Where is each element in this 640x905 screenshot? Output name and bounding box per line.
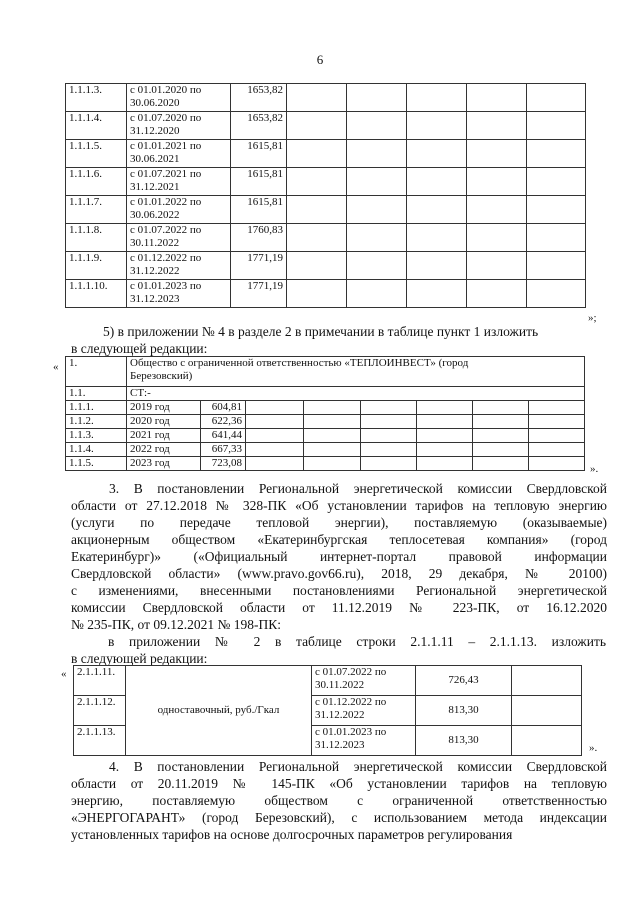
row-code: 1.1.1.3. xyxy=(66,84,127,112)
period-start: с 01.01.2023 по xyxy=(315,726,387,738)
empty-cell xyxy=(417,457,473,471)
empty-cell xyxy=(347,168,407,196)
item4-line: установленных тарифов на основе долгосрочных параметров регулирования xyxy=(71,827,513,842)
empty-cell xyxy=(287,196,347,224)
empty-cell xyxy=(527,280,586,308)
empty-cell xyxy=(347,252,407,280)
table-row xyxy=(66,112,586,140)
empty-cell xyxy=(407,280,467,308)
period-end: 31.12.2023 xyxy=(315,739,365,751)
row-value: 667,33 xyxy=(201,443,246,457)
tariff-table-3 xyxy=(73,665,582,756)
empty-cell xyxy=(304,415,361,429)
empty-cell xyxy=(304,429,361,443)
row-period xyxy=(127,280,231,308)
empty-cell xyxy=(417,401,473,415)
table-row xyxy=(66,168,586,196)
table-3-close-quote: ». xyxy=(589,742,598,754)
empty-cell xyxy=(529,443,585,457)
empty-cell xyxy=(512,666,582,696)
empty-cell xyxy=(473,429,529,443)
table-row xyxy=(66,280,586,308)
table-row xyxy=(66,415,585,429)
rate-type-cell: одноставочный, руб./Гкал xyxy=(126,666,312,756)
empty-cell xyxy=(467,196,527,224)
row-value: 813,30 xyxy=(416,696,512,726)
empty-cell xyxy=(473,443,529,457)
item4-line: 4. В постановлении Региональной энергетической комиссии Свердловской xyxy=(109,759,607,774)
empty-cell xyxy=(417,429,473,443)
row-year: 2021 год xyxy=(127,429,201,443)
table-row xyxy=(66,196,586,224)
empty-cell xyxy=(361,401,417,415)
header-code: 1. xyxy=(66,357,127,387)
row-period xyxy=(127,140,231,168)
empty-cell xyxy=(473,401,529,415)
empty-cell xyxy=(407,224,467,252)
item3-line: комиссии Свердловской области от 11.12.2019 № 223-ПК, от 16.12.2020 xyxy=(71,600,607,615)
period-start: с 01.01.2020 по xyxy=(130,84,202,96)
row-code: 1.1.4. xyxy=(66,443,127,457)
empty-cell xyxy=(417,415,473,429)
item4-line: энергию, поставляемую обществом с ограниченной ответственностью xyxy=(71,793,607,808)
empty-cell xyxy=(287,112,347,140)
row-value: 1771,19 xyxy=(231,252,287,280)
empty-cell xyxy=(467,84,527,112)
item3-subitem-line2: в следующей редакции: xyxy=(71,651,208,666)
empty-cell xyxy=(287,252,347,280)
row-period xyxy=(312,666,416,696)
row-code: 1.1.1.10. xyxy=(66,280,127,308)
period-end: 31.12.2023 xyxy=(130,293,180,305)
row-code: 1.1.1.5. xyxy=(66,140,127,168)
row-value: 723,08 xyxy=(201,457,246,471)
table-row xyxy=(66,140,586,168)
table-row xyxy=(66,429,585,443)
row-code: 1.1.2. xyxy=(66,415,127,429)
row-year: 2022 год xyxy=(127,443,201,457)
empty-cell xyxy=(407,252,467,280)
page-number: 6 xyxy=(316,52,324,67)
item3-line: Екатеринбург)» («Официальный интернет-портал правовой информации xyxy=(71,549,607,564)
item3-line: с изменениями, внесенными постановлениями Региональной энергетической xyxy=(71,583,607,598)
row-period xyxy=(127,168,231,196)
row-year: 2019 год xyxy=(127,401,201,415)
row-code: 1.1.1.7. xyxy=(66,196,127,224)
table-row xyxy=(74,666,582,696)
row-value: 1760,83 xyxy=(231,224,287,252)
empty-cell xyxy=(467,280,527,308)
empty-cell xyxy=(287,84,347,112)
empty-cell xyxy=(527,84,586,112)
row-code: 2.1.1.11. xyxy=(74,666,126,696)
empty-cell xyxy=(407,196,467,224)
item3-line: № 235-ПК, от 09.12.2021 № 198-ПК: xyxy=(71,617,281,632)
empty-cell xyxy=(361,415,417,429)
row-code: 1.1.1.9. xyxy=(66,252,127,280)
sub-label: СТ:- xyxy=(127,387,585,401)
header-org-line1: Общество с ограниченной ответственностью «ТЕПЛОИНВЕСТ» (город xyxy=(130,357,469,369)
row-period xyxy=(127,84,231,112)
period-end: 31.12.2020 xyxy=(130,125,180,137)
row-code: 2.1.1.12. xyxy=(74,696,126,726)
period-start: с 01.07.2021 по xyxy=(130,168,202,180)
table-row xyxy=(66,457,585,471)
row-year: 2023 год xyxy=(127,457,201,471)
period-end: 31.12.2022 xyxy=(130,265,180,277)
row-code: 1.1.3. xyxy=(66,429,127,443)
empty-cell xyxy=(347,224,407,252)
empty-cell xyxy=(246,401,304,415)
period-end: 30.11.2022 xyxy=(130,237,180,249)
empty-cell xyxy=(407,112,467,140)
table-row xyxy=(66,387,585,401)
tariff-table-1 xyxy=(65,83,586,308)
period-end: 31.12.2021 xyxy=(130,181,180,193)
period-start: с 01.07.2020 по xyxy=(130,112,202,124)
table-1-close-quote: »; xyxy=(588,312,597,324)
header-org-line2: Березовский) xyxy=(130,370,193,382)
table-row xyxy=(66,224,586,252)
item3-line: 3. В постановлении Региональной энергетической комиссии Свердловской xyxy=(109,481,607,496)
empty-cell xyxy=(246,443,304,457)
row-value: 1615,81 xyxy=(231,168,287,196)
empty-cell xyxy=(512,726,582,756)
empty-cell xyxy=(347,196,407,224)
row-value: 1771,19 xyxy=(231,280,287,308)
row-period xyxy=(127,196,231,224)
empty-cell xyxy=(467,140,527,168)
sub-code: 1.1. xyxy=(66,387,127,401)
period-end: 31.12.2022 xyxy=(315,709,365,721)
row-year: 2020 год xyxy=(127,415,201,429)
empty-cell xyxy=(347,84,407,112)
table-row xyxy=(66,84,586,112)
row-value: 604,81 xyxy=(201,401,246,415)
empty-cell xyxy=(304,443,361,457)
empty-cell xyxy=(407,168,467,196)
row-code: 1.1.1.6. xyxy=(66,168,127,196)
empty-cell xyxy=(467,252,527,280)
empty-cell xyxy=(407,84,467,112)
empty-cell xyxy=(527,196,586,224)
empty-cell xyxy=(467,112,527,140)
item3-line: (услуги по передаче тепловой энергии), поставляемую (оказываемые) xyxy=(71,515,607,530)
item3-line: акционерным обществом «Екатеринбургская теплосетевая компания» (город xyxy=(71,532,607,547)
empty-cell xyxy=(287,280,347,308)
period-start: с 01.01.2023 по xyxy=(130,280,202,292)
period-end: 30.06.2020 xyxy=(130,97,180,109)
row-value: 1653,82 xyxy=(231,112,287,140)
item5-line2: в следующей редакции: xyxy=(71,341,208,356)
empty-cell xyxy=(361,457,417,471)
item3-line: области от 27.12.2018 № 328-ПК «Об установлении тарифов на тепловую энергию xyxy=(71,498,607,513)
period-end: 30.06.2022 xyxy=(130,209,180,221)
table-2-close-quote: ». xyxy=(590,463,599,475)
empty-cell xyxy=(527,168,586,196)
period-end: 30.11.2022 xyxy=(315,679,365,691)
row-period xyxy=(312,696,416,726)
tariff-table-2 xyxy=(65,356,585,471)
row-code: 1.1.1.8. xyxy=(66,224,127,252)
period-start: с 01.07.2022 по xyxy=(130,224,202,236)
period-start: с 01.01.2022 по xyxy=(130,196,202,208)
row-period xyxy=(127,224,231,252)
item4-line: «ЭНЕРГОГАРАНТ» (город Березовский), с использованием метода индексации xyxy=(71,810,607,825)
empty-cell xyxy=(527,140,586,168)
empty-cell xyxy=(347,140,407,168)
empty-cell xyxy=(527,252,586,280)
item3-line: Свердловской области» (www.pravo.gov66.ru), 2018, 29 декабря, № 20100) xyxy=(71,566,607,581)
row-value: 1653,82 xyxy=(231,84,287,112)
empty-cell xyxy=(347,112,407,140)
empty-cell xyxy=(417,443,473,457)
empty-cell xyxy=(361,429,417,443)
period-start: с 01.07.2022 по xyxy=(315,666,387,678)
row-value: 1615,81 xyxy=(231,196,287,224)
empty-cell xyxy=(407,140,467,168)
row-value: 1615,81 xyxy=(231,140,287,168)
table-row xyxy=(66,357,585,387)
table-3-open-quote: « xyxy=(61,668,67,680)
row-value: 641,44 xyxy=(201,429,246,443)
empty-cell xyxy=(529,429,585,443)
empty-cell xyxy=(529,457,585,471)
empty-cell xyxy=(527,224,586,252)
empty-cell xyxy=(246,457,304,471)
row-value: 813,30 xyxy=(416,726,512,756)
period-start: с 01.01.2021 по xyxy=(130,140,202,152)
empty-cell xyxy=(512,696,582,726)
item4-paragraph xyxy=(71,758,607,843)
row-code: 1.1.1.4. xyxy=(66,112,127,140)
row-period xyxy=(127,112,231,140)
row-value: 622,36 xyxy=(201,415,246,429)
empty-cell xyxy=(527,112,586,140)
empty-cell xyxy=(467,224,527,252)
empty-cell xyxy=(529,415,585,429)
empty-cell xyxy=(304,401,361,415)
period-end: 30.06.2021 xyxy=(130,153,180,165)
empty-cell xyxy=(473,415,529,429)
row-code: 1.1.1. xyxy=(66,401,127,415)
table-row xyxy=(66,443,585,457)
header-org xyxy=(127,357,585,387)
empty-cell xyxy=(246,415,304,429)
empty-cell xyxy=(361,443,417,457)
empty-cell xyxy=(287,168,347,196)
empty-cell xyxy=(287,224,347,252)
empty-cell xyxy=(246,429,304,443)
empty-cell xyxy=(287,140,347,168)
row-value: 726,43 xyxy=(416,666,512,696)
item4-line: области от 20.11.2019 № 145-ПК «Об установлении тарифов на тепловую xyxy=(71,776,607,791)
item3-subitem-line1: в приложении № 2 в таблице строки 2.1.1.11 – 2.1.1.13. изложить xyxy=(108,634,606,649)
period-start: с 01.12.2022 по xyxy=(315,696,387,708)
empty-cell xyxy=(304,457,361,471)
empty-cell xyxy=(467,168,527,196)
table-row xyxy=(66,252,586,280)
empty-cell xyxy=(347,280,407,308)
row-code: 1.1.5. xyxy=(66,457,127,471)
period-start: с 01.12.2022 по xyxy=(130,252,202,264)
row-code: 2.1.1.13. xyxy=(74,726,126,756)
table-2-open-quote: « xyxy=(53,361,59,373)
table-row xyxy=(66,401,585,415)
empty-cell xyxy=(529,401,585,415)
item5-line1: 5) в приложении № 4 в разделе 2 в примечании в таблице пункт 1 изложить xyxy=(103,324,539,339)
empty-cell xyxy=(473,457,529,471)
row-period xyxy=(127,252,231,280)
row-period xyxy=(312,726,416,756)
item3-paragraph xyxy=(71,480,607,633)
